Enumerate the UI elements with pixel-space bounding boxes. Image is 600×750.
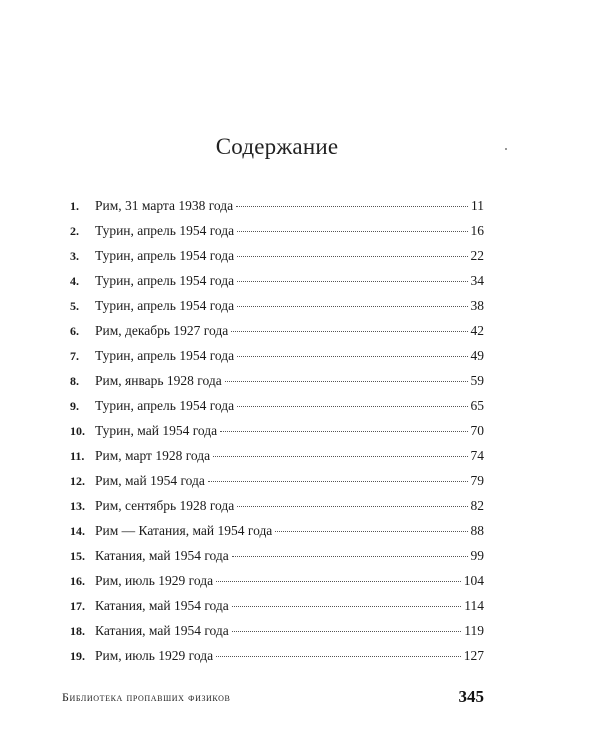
dot-leader — [220, 431, 467, 432]
chapter-page-number: 79 — [470, 473, 484, 488]
chapter-number: 3. — [70, 249, 79, 263]
chapter-title: Рим, июль 1929 года — [95, 648, 214, 663]
toc-entry[interactable] — [70, 373, 484, 398]
chapter-title: Турин, апрель 1954 года — [95, 398, 235, 413]
chapter-page-number: 74 — [470, 448, 484, 463]
chapter-title: Катания, май 1954 года — [95, 548, 229, 563]
chapter-number: 5. — [70, 299, 79, 313]
chapter-number: 9. — [70, 399, 79, 413]
toc-entry[interactable] — [70, 573, 484, 598]
dot-leader — [237, 231, 467, 232]
table-of-contents — [70, 198, 484, 673]
dot-leader — [216, 656, 461, 657]
chapter-title: Рим, декабрь 1927 года — [95, 323, 229, 338]
page-footer — [62, 687, 484, 709]
toc-entry[interactable] — [70, 348, 484, 373]
chapter-title: Катания, май 1954 года — [95, 598, 229, 613]
chapter-number: 8. — [70, 374, 79, 388]
chapter-page-number: 38 — [470, 298, 484, 313]
chapter-number: 14. — [70, 524, 85, 538]
dot-leader — [231, 331, 467, 332]
chapter-number: 1. — [70, 199, 79, 213]
dot-leader — [216, 581, 461, 582]
dot-leader — [275, 531, 467, 532]
chapter-number: 13. — [70, 499, 85, 513]
toc-entry[interactable] — [70, 473, 484, 498]
toc-entry[interactable] — [70, 523, 484, 548]
chapter-page-number: 119 — [464, 623, 484, 638]
chapter-title: Турин, апрель 1954 года — [95, 248, 235, 263]
chapter-number: 2. — [70, 224, 79, 238]
toc-entry[interactable] — [70, 223, 484, 248]
dot-leader — [232, 631, 461, 632]
chapter-page-number: 22 — [470, 248, 484, 263]
dot-leader — [237, 281, 467, 282]
chapter-page-number: 11 — [471, 198, 484, 213]
dot-leader — [237, 356, 467, 357]
chapter-page-number: 114 — [464, 598, 484, 613]
dot-leader — [213, 456, 467, 457]
chapter-page-number: 70 — [470, 423, 484, 438]
chapter-title: Рим, январь 1928 года — [95, 373, 222, 388]
chapter-title: Катания, май 1954 года — [95, 623, 229, 638]
dot-leader — [237, 406, 467, 407]
chapter-page-number: 65 — [470, 398, 484, 413]
toc-entry[interactable] — [70, 323, 484, 348]
toc-entry[interactable] — [70, 623, 484, 648]
toc-entry[interactable] — [70, 598, 484, 623]
toc-entry[interactable] — [70, 273, 484, 298]
toc-entry[interactable] — [70, 298, 484, 323]
chapter-number: 12. — [70, 474, 85, 488]
chapter-title: Рим, июль 1929 года — [95, 573, 214, 588]
chapter-number: 6. — [70, 324, 79, 338]
dot-leader — [237, 256, 467, 257]
chapter-title: Рим, сентябрь 1928 года — [95, 498, 235, 513]
chapter-title: Турин, апрель 1954 года — [95, 273, 235, 288]
chapter-page-number: 49 — [470, 348, 484, 363]
chapter-number: 18. — [70, 624, 85, 638]
toc-entry[interactable] — [70, 248, 484, 273]
dot-leader — [232, 556, 468, 557]
page-title: Содержание — [215, 134, 339, 159]
running-footer-title: Библиотека пропавших физиков — [62, 690, 231, 704]
chapter-page-number: 59 — [470, 373, 484, 388]
toc-entry[interactable] — [70, 448, 484, 473]
page-number: 345 — [458, 687, 484, 706]
chapter-number: 4. — [70, 274, 79, 288]
chapter-number: 19. — [70, 649, 85, 663]
chapter-page-number: 88 — [470, 523, 484, 538]
chapter-page-number: 99 — [470, 548, 484, 563]
toc-entry[interactable] — [70, 198, 484, 223]
dot-leader — [237, 306, 467, 307]
chapter-page-number: 127 — [463, 648, 484, 663]
chapter-title: Рим, 31 марта 1938 года — [95, 198, 234, 213]
chapter-page-number: 82 — [470, 498, 484, 513]
chapter-page-number: 34 — [470, 273, 484, 288]
chapter-title: Рим, май 1954 года — [95, 473, 205, 488]
chapter-page-number: 42 — [470, 323, 484, 338]
chapter-title: Рим, март 1928 года — [95, 448, 211, 463]
dot-leader — [236, 206, 468, 207]
chapter-title: Турин, апрель 1954 года — [95, 223, 235, 238]
chapter-title: Рим — Катания, май 1954 года — [95, 523, 273, 538]
toc-entry[interactable] — [70, 398, 484, 423]
toc-entry[interactable] — [70, 548, 484, 573]
chapter-number: 10. — [70, 424, 85, 438]
chapter-number: 15. — [70, 549, 85, 563]
chapter-title: Турин, май 1954 года — [95, 423, 218, 438]
chapter-number: 17. — [70, 599, 85, 613]
dot-leader — [225, 381, 468, 382]
toc-entry[interactable] — [70, 423, 484, 448]
dot-leader — [208, 481, 468, 482]
chapter-page-number: 104 — [463, 573, 484, 588]
toc-entry[interactable] — [70, 498, 484, 523]
chapter-title: Турин, апрель 1954 года — [95, 348, 235, 363]
dot-leader — [237, 506, 467, 507]
dot-leader — [232, 606, 461, 607]
chapter-page-number: 16 — [470, 223, 484, 238]
chapter-number: 7. — [70, 349, 79, 363]
chapter-number: 16. — [70, 574, 85, 588]
toc-entry[interactable] — [70, 648, 484, 673]
chapter-title: Турин, апрель 1954 года — [95, 298, 235, 313]
chapter-number: 11. — [70, 449, 85, 463]
